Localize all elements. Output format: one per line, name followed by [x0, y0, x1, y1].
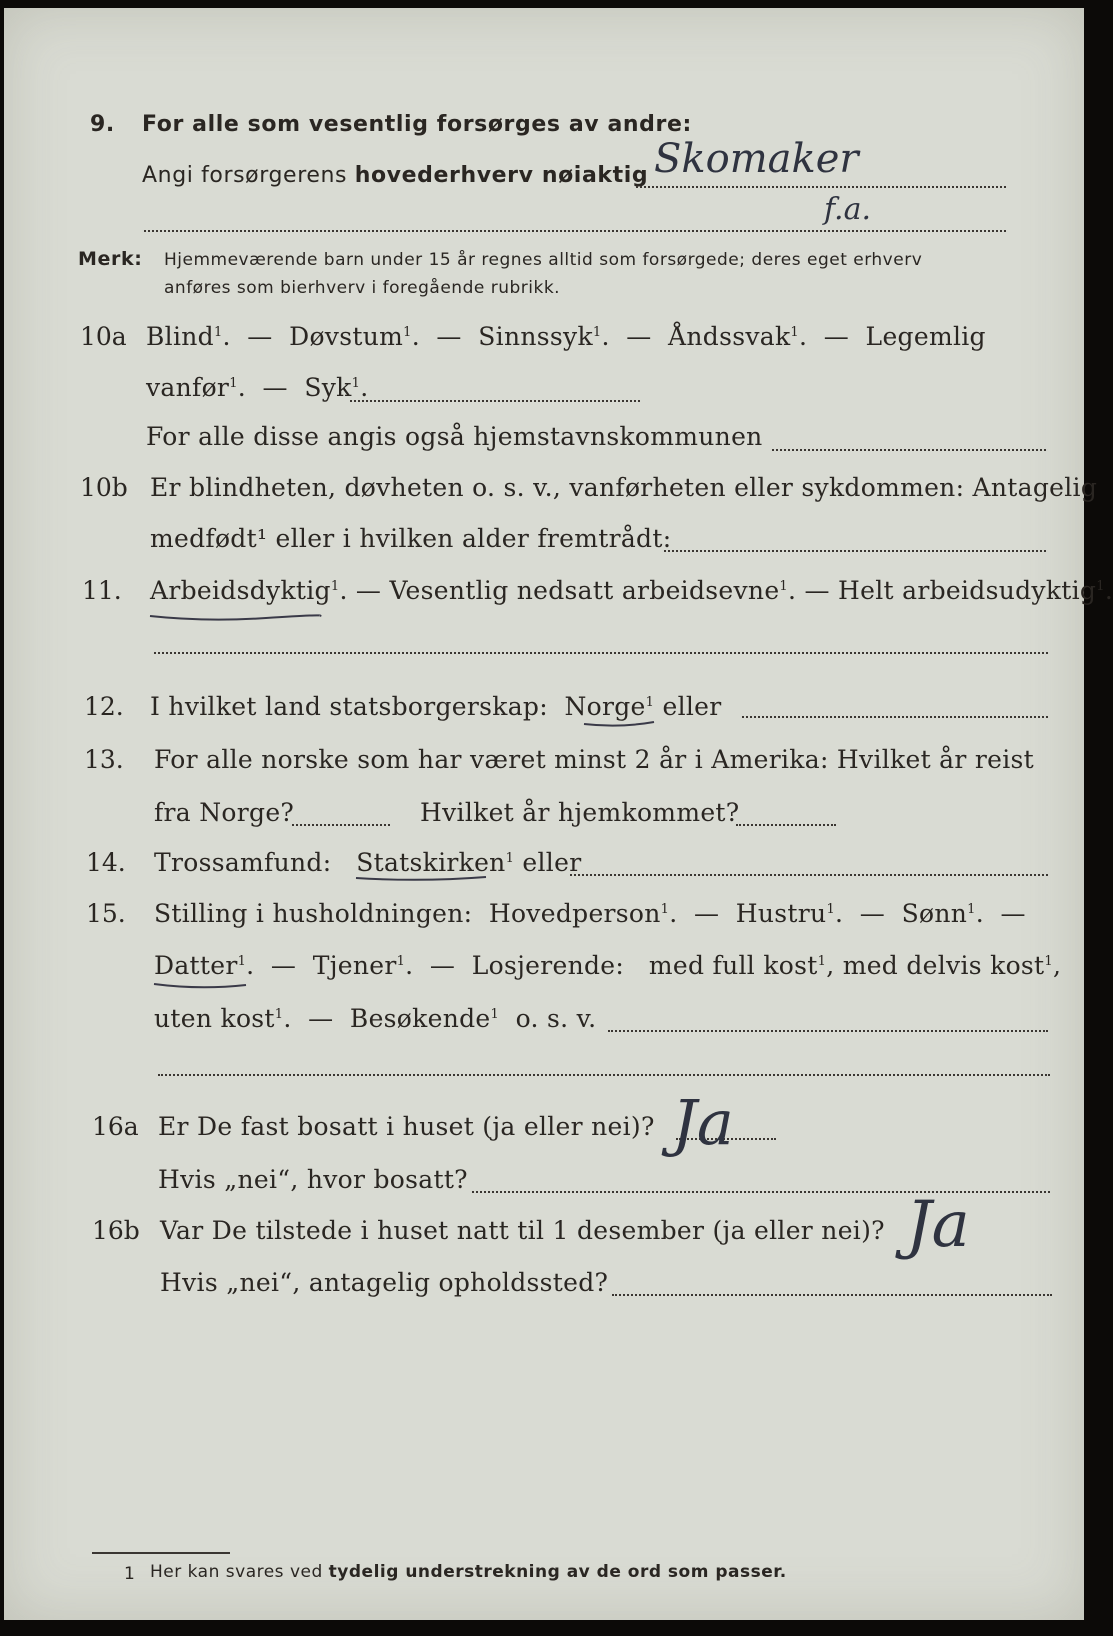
- item-11-line: Arbeidsdyktig$^1$. — Vesentlig nedsatt arbeidsevne$^1$. — Helt arbeidsudyktig$^1$.: [150, 576, 1113, 605]
- item-9-answer-line: [636, 186, 1006, 188]
- item-9-question-b-text: hovederhverv nøiaktig: [354, 163, 649, 188]
- item-10b-number: 10b: [80, 473, 128, 502]
- statskirken-underline-mark: [352, 872, 492, 886]
- merk-text-line-1: Hjemmeværende barn under 15 år regnes alltid som forsørgede; deres eget erhverv: [164, 250, 923, 270]
- norge-underline-mark: [580, 716, 660, 732]
- option-legemlig: Legemlig: [865, 322, 986, 351]
- item-12-line: I hvilket land statsborgerskap: Norge$^1$ eller: [150, 692, 722, 721]
- item-15-number: 15.: [86, 899, 126, 928]
- item-14-line: Trossamfund: Statskirken$^1$ eller: [154, 848, 582, 877]
- item-10a-number: 10a: [80, 322, 127, 351]
- footnote-text-a: Her kan svares ved: [150, 1562, 329, 1582]
- option-sonn: Sønn: [901, 899, 968, 928]
- option-sinnssyk: Sinnssyk: [478, 322, 593, 351]
- item-16a-handwritten-answer: Ja: [672, 1086, 734, 1159]
- option-datter: Datter: [154, 951, 238, 980]
- item-11-blank-line: [154, 652, 1048, 654]
- option-nedsatt: Vesentlig nedsatt arbeidsevne: [389, 576, 780, 605]
- footnote-text-b: tydelig understrekning av de ord som passer.: [328, 1562, 787, 1582]
- item-16b-handwritten-answer: Ja: [906, 1188, 970, 1262]
- option-losjerende: Losjerende:: [471, 951, 625, 980]
- item-13-line-2b: Hvilket år hjemkommet?: [420, 798, 740, 827]
- item-9-handwritten-answer: Skomaker: [654, 136, 859, 182]
- item-13-line-1: For alle norske som har været minst 2 år i Amerika: Hvilket år reist: [154, 745, 1035, 774]
- option-syk: Syk: [304, 373, 352, 402]
- option-hovedperson: Hovedperson: [488, 899, 661, 928]
- item-15-line-1: Stilling i husholdningen: Hovedperson$^1$. — Hustru$^1$. — Sønn$^1$. —: [154, 899, 1026, 928]
- item-16a-question-2: Hvis „nei“, hvor bosatt?: [158, 1165, 468, 1194]
- item-16b-question: Var De tilstede i huset natt til 1 desember (ja eller nei)?: [160, 1216, 885, 1245]
- option-vanfor: vanfør: [146, 373, 230, 402]
- item-9-question-a-text: Angi forsørgerens: [142, 163, 355, 188]
- item-10b-line-1: Er blindheten, døvheten o. s. v., vanførheten eller sykdommen: Antagelig: [150, 473, 1098, 502]
- item-9-question-a: [142, 163, 648, 188]
- merk-text-line-2: anføres som bierhverv i foregående rubrikk.: [164, 278, 561, 298]
- item-16a-question: Er De fast bosatt i huset (ja eller nei)?: [158, 1112, 655, 1141]
- footnote-marker: 1: [124, 1564, 136, 1584]
- item-16b-question-2: Hvis „nei“, antagelig opholdssted?: [160, 1268, 609, 1297]
- option-hustru: Hustru: [735, 899, 827, 928]
- option-besokende: Besøkende: [349, 1004, 491, 1033]
- item-15-blank-line: [158, 1074, 1050, 1076]
- item-16a-number: 16a: [92, 1112, 139, 1141]
- item-15-answer-line: [608, 1030, 1048, 1032]
- option-eller: eller: [662, 692, 722, 721]
- footnote-text: [150, 1562, 787, 1582]
- item-12-number: 12.: [84, 692, 124, 721]
- item-10a-hjemstavn-line: [772, 449, 1046, 451]
- item-10a-answer-line: [350, 400, 640, 402]
- item-11-number: 11.: [82, 576, 122, 605]
- item-13-line-2a: fra Norge?: [154, 798, 295, 827]
- option-delvis-kost: med delvis kost: [842, 951, 1045, 980]
- datter-underline-mark: [150, 976, 250, 994]
- census-form-page: [4, 8, 1113, 1620]
- footnote-rule: [92, 1552, 230, 1554]
- item-16b-oppholdssted-line: [612, 1294, 1052, 1296]
- option-statskirken: Statskirken: [356, 848, 506, 877]
- item-15-line-2: Datter$^1$. — Tjener$^1$. — Losjerende: med full kost$^1$, med delvis kost$^1$,: [154, 951, 1062, 980]
- option-uten-kost: uten kost: [154, 1004, 275, 1033]
- option-arbeidsdyktig: Arbeidsdyktig: [150, 576, 331, 605]
- option-norge: Norge: [564, 692, 646, 721]
- option-eller-14: eller: [522, 848, 582, 877]
- option-arbeidsudyktig: Helt arbeidsudyktig: [838, 576, 1097, 605]
- item-10b-answer-line: [664, 550, 1046, 552]
- item-10b-line-2: medfødt¹ eller i hvilken alder fremtrådt:: [150, 524, 672, 553]
- option-full-kost: med full kost: [648, 951, 818, 980]
- item-9-heading: For alle som vesentlig forsørges av andre:: [142, 112, 692, 137]
- item-16b-number: 16b: [92, 1216, 140, 1245]
- item-14-number: 14.: [86, 848, 126, 877]
- item-10a-line-1: Blind$^1$. — Døvstum$^1$. — Sinnssyk$^1$. — Åndssvak$^1$. — Legemlig: [146, 322, 986, 351]
- option-tjener: Tjener: [312, 951, 397, 980]
- item-9-handwritten-note: f.a.: [824, 192, 871, 227]
- item-13-number: 13.: [84, 745, 124, 774]
- item-10a-line-2: vanfør$^1$. — Syk$^1$.: [146, 373, 369, 402]
- item-14-question: Trossamfund:: [154, 848, 332, 877]
- item-13-reist-line: [292, 824, 390, 826]
- item-12-answer-line: [742, 716, 1048, 718]
- item-9-blank-line: [144, 230, 1006, 232]
- item-10a-hjemstavn: For alle disse angis også hjemstavnskommunen: [146, 422, 763, 451]
- item-9-number: 9.: [90, 112, 115, 137]
- item-13-hjemkommet-line: [736, 824, 836, 826]
- item-14-answer-line: [570, 874, 1048, 876]
- item-15-line-3: uten kost$^1$. — Besøkende$^1$ o. s. v.: [154, 1004, 597, 1033]
- item-12-question: I hvilket land statsborgerskap:: [150, 692, 548, 721]
- merk-label: Merk:: [78, 248, 143, 270]
- option-osv: o. s. v.: [515, 1004, 597, 1033]
- option-blind: Blind: [146, 322, 214, 351]
- option-andssvak: Åndssvak: [668, 322, 791, 351]
- item-15-question: Stilling i husholdningen:: [154, 899, 473, 928]
- option-dovstum: Døvstum: [289, 322, 404, 351]
- arbeidsdyktig-underline-mark: [146, 606, 326, 626]
